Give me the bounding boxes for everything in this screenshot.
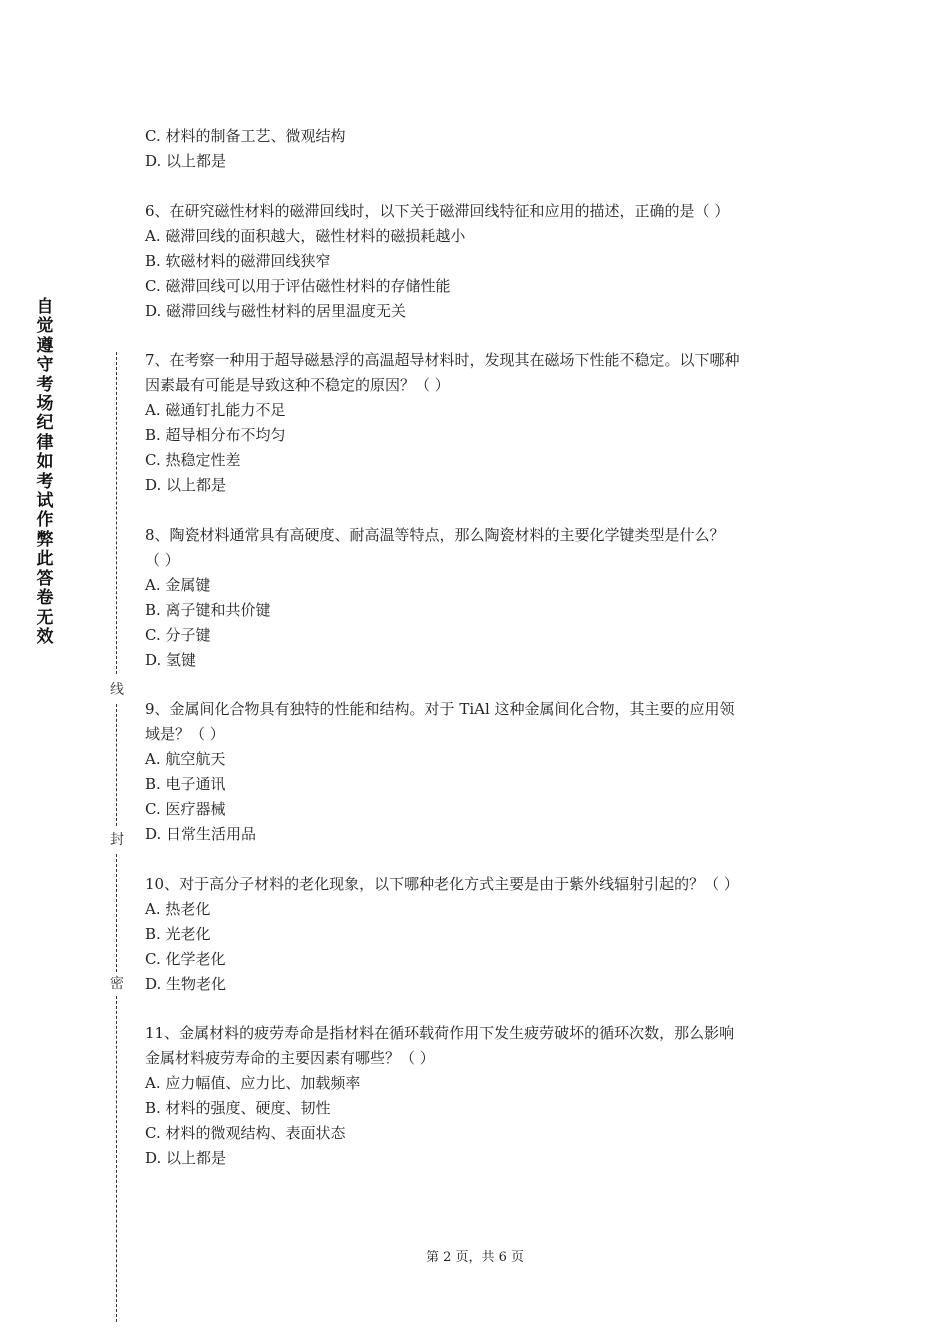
question-stem: 9、金属间化合物具有独特的性能和结构。对于 TiAl 这种金属间化合物，其主要的应用领 <box>145 700 735 718</box>
option: A. 应力幅值、应力比、加载频率 <box>145 1074 361 1092</box>
question-stem: 10、对于高分子材料的老化现象，以下哪种老化方式主要是由于紫外线辐射引起的？（ ） <box>145 874 739 893</box>
question-stem: 因素最有可能是导致这种不稳定的原因？（ ） <box>145 376 450 394</box>
dashed-line-segment <box>116 996 117 1322</box>
binding-line <box>106 352 128 1322</box>
option: C. 热稳定性差 <box>145 451 241 469</box>
question-stem: 8、陶瓷材料通常具有高硬度、耐高温等特点，那么陶瓷材料的主要化学键类型是什么？ <box>145 525 725 544</box>
option: D. 生物老化 <box>145 974 227 993</box>
binding-mark-secret: 密 <box>110 976 124 992</box>
option: A. 金属键 <box>145 575 211 594</box>
option: B. 材料的强度、硬度、韧性 <box>145 1099 331 1117</box>
question-8 <box>145 523 815 673</box>
option: A. 热老化 <box>145 899 211 918</box>
option: D. 以上都是 <box>145 1149 227 1167</box>
option: C. 材料的制备工艺、微观结构 <box>145 127 346 145</box>
option: A. 航空航天 <box>145 750 226 768</box>
dashed-line-segment <box>116 854 117 972</box>
option: C. 磁滞回线可以用于评估磁性材料的存储性能 <box>145 276 451 295</box>
option: D. 磁滞回线与磁性材料的居里温度无关 <box>145 301 407 320</box>
carryover-options <box>145 124 815 174</box>
question-stem: 6、在研究磁性材料的磁滞回线时，以下关于磁滞回线特征和应用的描述，正确的是（ ） <box>145 201 730 220</box>
question-stem: 金属材料疲劳寿命的主要因素有哪些？（ ） <box>145 1049 435 1067</box>
dashed-line-segment <box>116 352 117 674</box>
dashed-line-segment <box>116 704 117 826</box>
option: D. 氢键 <box>145 650 197 669</box>
question-stem: （ ） <box>145 550 180 569</box>
question-stem: 域是？（ ） <box>145 725 225 743</box>
question-stem: 7、在考察一种用于超导磁悬浮的高温超导材料时，发现其在磁场下性能不稳定。以下哪种 <box>145 351 740 369</box>
option: C. 材料的微观结构、表面状态 <box>145 1124 346 1142</box>
exam-discipline-warning: 自觉遵守考场纪律如考试作弊此答卷无效 <box>36 297 54 647</box>
option: C. 医疗器械 <box>145 800 226 818</box>
option: D. 以上都是 <box>145 152 227 170</box>
question-stem: 11、金属材料的疲劳寿命是指材料在循环载荷作用下发生疲劳破坏的循环次数，那么影响 <box>145 1024 735 1042</box>
question-10 <box>145 872 815 997</box>
option: B. 光老化 <box>145 924 211 943</box>
option: D. 以上都是 <box>145 476 227 494</box>
option: C. 分子键 <box>145 625 211 644</box>
option: A. 磁滞回线的面积越大，磁性材料的磁损耗越小 <box>145 226 466 245</box>
question-7 <box>145 348 815 498</box>
binding-mark-seal: 封 <box>110 832 124 848</box>
page-number: 第 2 页，共 6 页 <box>425 1250 525 1265</box>
question-content <box>145 124 815 1171</box>
option: B. 超导相分布不均匀 <box>145 426 286 444</box>
question-9 <box>145 697 815 847</box>
option: C. 化学老化 <box>145 949 226 968</box>
page-footer <box>0 1246 950 1265</box>
option: B. 软磁材料的磁滞回线狭窄 <box>145 251 331 270</box>
option: B. 电子通讯 <box>145 775 226 793</box>
question-6 <box>145 199 815 324</box>
option: B. 离子键和共价键 <box>145 600 271 619</box>
option: A. 磁通钉扎能力不足 <box>145 401 286 419</box>
binding-mark-line: 线 <box>110 682 124 698</box>
question-11 <box>145 1021 815 1171</box>
option: D. 日常生活用品 <box>145 825 257 843</box>
